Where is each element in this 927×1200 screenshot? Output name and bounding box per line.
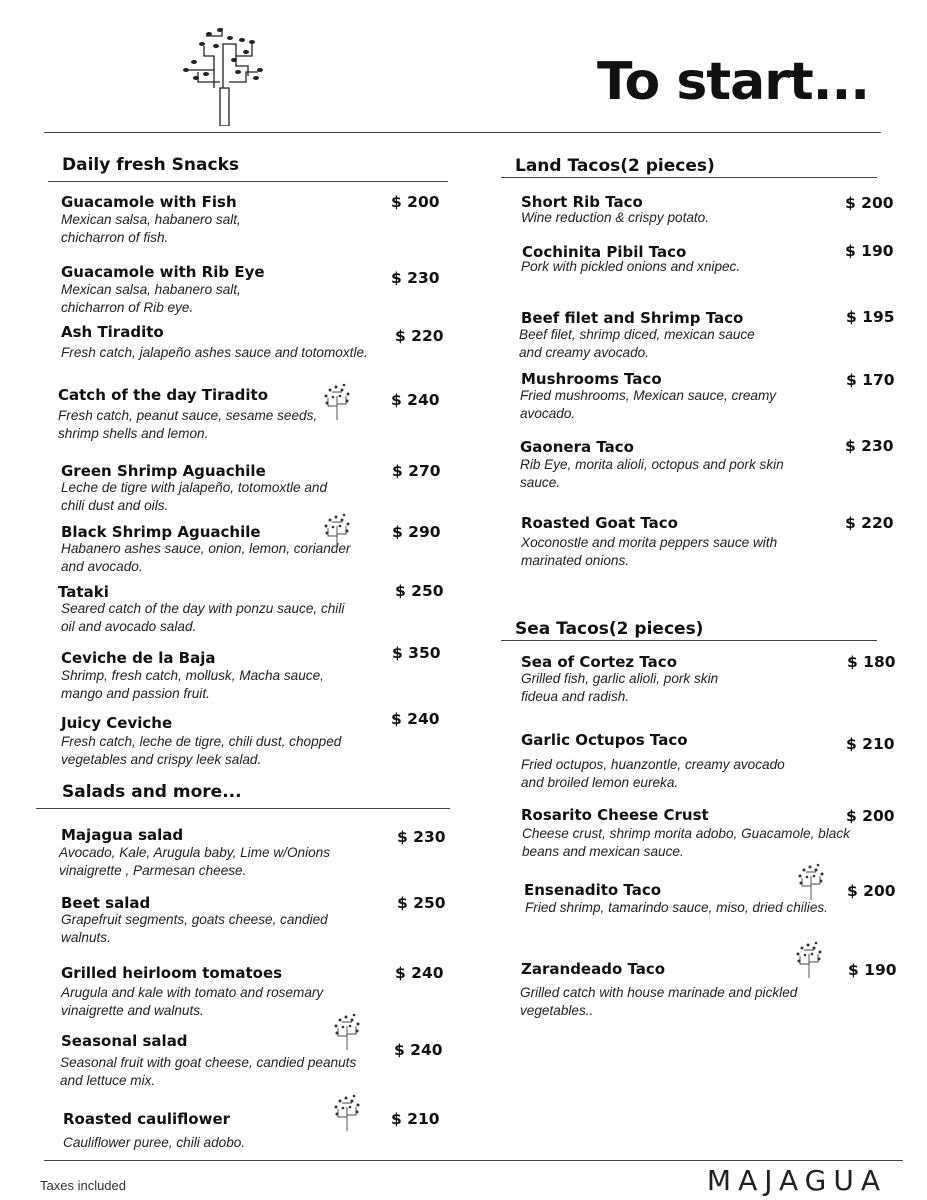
item-desc: Seared catch of the day with ponzu sauce, chili oil and avocado salad.: [61, 601, 345, 634]
item-desc: Wine reduction & crispy potato.: [521, 210, 710, 225]
item-desc: Pork with pickled onions and xnipec.: [521, 259, 741, 274]
item-price: $ 230: [397, 828, 446, 846]
item-name: Zarandeado Taco: [521, 960, 666, 978]
section-title-snacks: Daily fresh Snacks: [62, 155, 240, 175]
item-price: $ 190: [848, 961, 897, 979]
item-price: $ 240: [391, 710, 440, 728]
item-desc: Fried octupos, huanzontle, creamy avocado and broiled lemon eureka.: [521, 757, 785, 790]
brand-logo: MAJAGUA: [706, 1164, 887, 1197]
item-desc: Habanero ashes sauce, onion, lemon, coriander and avocado.: [61, 541, 351, 574]
item-price: $ 200: [845, 194, 894, 212]
section-title-land-tacos: Land Tacos(2 pieces): [515, 156, 715, 176]
item-price: $ 200: [391, 193, 440, 211]
item-desc: Fresh catch, leche de tigre, chili dust, chopped vegetables and crispy leek salad.: [61, 734, 342, 767]
item-name: Seasonal salad: [61, 1032, 188, 1050]
item-price: $ 170: [846, 371, 895, 389]
header-divider: [44, 132, 881, 133]
section-title-salads: Salads and more...: [62, 782, 242, 802]
item-price: $ 250: [395, 582, 444, 600]
item-desc: Grilled catch with house marinade and pickled vegetables..: [520, 985, 798, 1018]
item-price: $ 200: [846, 807, 895, 825]
item-desc: Grapefruit segments, goats cheese, candied walnuts.: [61, 912, 328, 945]
item-price: $ 200: [847, 882, 896, 900]
page-title: To start...: [596, 52, 869, 112]
item-name: Roasted cauliflower: [63, 1110, 231, 1128]
item-name: Sea of Cortez Taco: [521, 653, 677, 671]
item-price: $ 350: [392, 644, 441, 662]
item-price: $ 290: [392, 523, 441, 541]
item-desc: Seasonal fruit with goat cheese, candied peanuts and lettuce mix.: [60, 1055, 357, 1088]
snacks-divider: [48, 181, 448, 182]
chef-recommendation-icon: [794, 862, 828, 900]
item-name: Garlic Octupos Taco: [521, 731, 688, 749]
item-name: Mushrooms Taco: [521, 370, 662, 388]
chef-recommendation-icon: [320, 382, 354, 420]
footer-divider: [44, 1160, 903, 1161]
item-desc: Leche de tigre with jalapeño, totomoxtle and chili dust and oils.: [61, 480, 328, 513]
salads-divider: [36, 808, 450, 809]
item-price: $ 220: [845, 514, 894, 532]
chef-recommendation-icon: [330, 1012, 364, 1050]
item-name: Black Shrimp Aguachile: [61, 523, 261, 541]
item-name: Tataki: [58, 583, 109, 601]
land-divider: [501, 177, 877, 178]
item-desc: Fried mushrooms, Mexican sauce, creamy avocado.: [520, 388, 777, 421]
item-desc: Avocado, Kale, Arugula baby, Lime w/Onions vinaigrette , Parmesan cheese.: [59, 845, 331, 878]
item-name: Cochinita Pibil Taco: [522, 243, 687, 261]
item-desc: Rib Eye, morita alioli, octopus and pork skin sauce.: [520, 457, 784, 490]
item-desc: Shrimp, fresh catch, mollusk, Macha sauce, mango and passion fruit.: [61, 668, 324, 701]
item-desc: Cauliflower puree, chili adobo.: [63, 1135, 246, 1150]
item-name: Green Shrimp Aguachile: [61, 462, 266, 480]
item-desc: Arugula and kale with tomato and rosemary vinaigrette and walnuts.: [61, 985, 324, 1018]
item-desc: Fried shrimp, tamarindo sauce, miso, dried chilies.: [525, 900, 828, 915]
item-price: $ 210: [391, 1110, 440, 1128]
chef-recommendation-icon: [330, 1093, 364, 1131]
chef-recommendation-icon: [320, 512, 354, 550]
item-desc: Beef filet, shrimp diced, mexican sauce and creamy avocado.: [519, 327, 755, 360]
item-name: Majagua salad: [61, 826, 184, 844]
item-name: Guacamole with Rib Eye: [61, 263, 265, 281]
taxes-note: Taxes included: [40, 1178, 126, 1193]
item-name: Gaonera Taco: [520, 438, 634, 456]
item-desc: Grilled fish, garlic alioli, pork skin fideua and radish.: [521, 671, 719, 704]
item-price: $ 240: [394, 1041, 443, 1059]
item-name: Ceviche de la Baja: [61, 649, 216, 667]
item-price: $ 210: [846, 735, 895, 753]
item-name: Short Rib Taco: [521, 193, 643, 211]
item-name: Beet salad: [61, 894, 151, 912]
sea-divider: [501, 640, 877, 641]
item-price: $ 180: [847, 653, 896, 671]
item-price: $ 220: [395, 327, 444, 345]
item-name: Beef filet and Shrimp Taco: [521, 309, 744, 327]
item-price: $ 240: [395, 964, 444, 982]
tree-logo-icon: [176, 26, 270, 126]
item-name: Ash Tiradito: [61, 323, 164, 341]
item-name: Guacamole with Fish: [61, 193, 237, 211]
item-price: $ 270: [392, 462, 441, 480]
item-name: Rosarito Cheese Crust: [521, 806, 709, 824]
section-title-sea-tacos: Sea Tacos(2 pieces): [515, 619, 704, 639]
item-price: $ 250: [397, 894, 446, 912]
item-price: $ 240: [391, 391, 440, 409]
item-desc: Fresh catch, jalapeño ashes sauce and totomoxtle.: [61, 345, 368, 360]
item-price: $ 190: [845, 242, 894, 260]
item-price: $ 230: [391, 269, 440, 287]
item-desc: Mexican salsa, habanero salt, chicharron of fish.: [61, 212, 241, 245]
item-desc: Xoconostle and morita peppers sauce with marinated onions.: [521, 535, 778, 568]
item-price: $ 195: [846, 308, 895, 326]
item-price: $ 230: [845, 437, 894, 455]
chef-recommendation-icon: [792, 940, 826, 978]
item-name: Roasted Goat Taco: [521, 514, 678, 532]
item-desc: Fresh catch, peanut sauce, sesame seeds, shrimp shells and lemon.: [58, 408, 318, 441]
item-name: Juicy Ceviche: [61, 714, 173, 732]
item-desc: Cheese crust, shrimp morita adobo, Guacamole, black beans and mexican sauce.: [522, 826, 850, 859]
item-name: Catch of the day Tiradito: [58, 386, 269, 404]
item-desc: Mexican salsa, habanero salt, chicharron of Rib eye.: [61, 282, 241, 315]
item-name: Grilled heirloom tomatoes: [61, 964, 283, 982]
item-name: Ensenadito Taco: [524, 881, 662, 899]
